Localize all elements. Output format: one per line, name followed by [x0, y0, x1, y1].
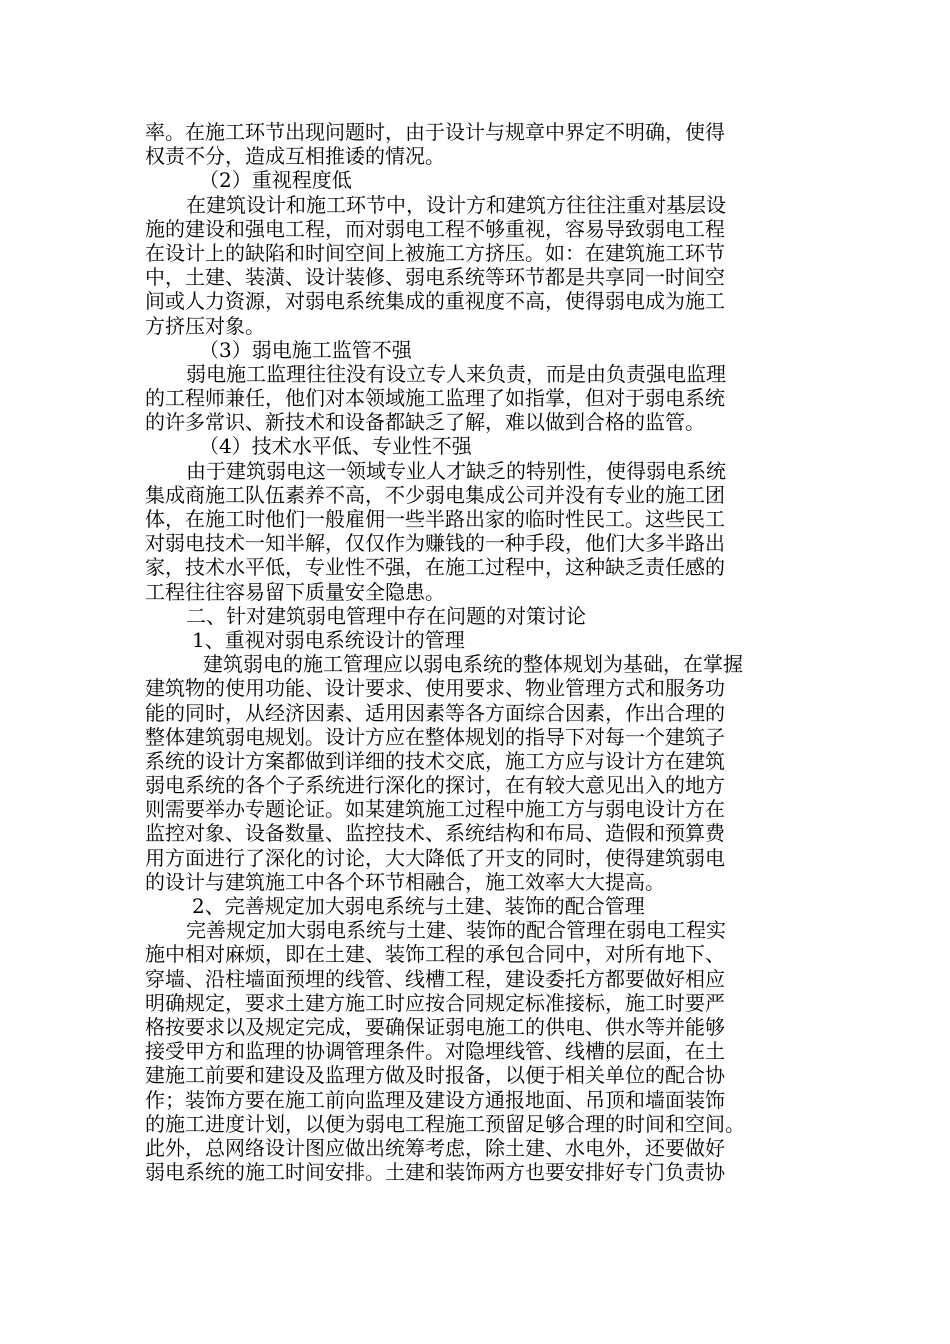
- text-line: 弱电系统的施工时间安排。土建和装饰两方也要安排好专门负责协: [145, 1160, 725, 1185]
- text-line: （4）技术水平低、专业性不强: [199, 434, 472, 459]
- text-line: 体，在施工时他们一般雇佣一些半路出家的临时性民工。这些民工: [145, 507, 725, 531]
- text-line: 监控对象、设备数量、监控技术、系统结构和布局、造假和预算费: [145, 821, 725, 846]
- text-line: 对弱电技术一知半解，仅仅作为赚钱的一种手段，他们大多半路出: [145, 531, 725, 556]
- text-line: 的许多常识、新技术和设备都缺乏了解，难以做到合格的监管。: [145, 410, 705, 435]
- text-line: 的工程师兼任，他们对本领域施工监理了如指掌，但对于弱电系统: [145, 386, 725, 411]
- text-line: 则需要举办专题论证。如某建筑施工过程中施工方与弱电设计方在: [145, 797, 725, 822]
- text-line: 的施工进度计划，以便为弱电工程施工预留足够合理的时间和空间。: [145, 1111, 745, 1136]
- text-line: 方挤压对象。: [145, 313, 265, 338]
- paragraph-h3: [145, 338, 805, 362]
- text-line: 率。在施工环节出现问题时，由于设计与规章中界定不明确，使得: [145, 120, 725, 144]
- text-line: 工程往往容易留下质量安全隐患。: [145, 579, 445, 604]
- text-line: 间或人力资源，对弱电系统集成的重视度不高，使得弱电成为施工: [145, 289, 725, 314]
- text-line: 系统的设计方案都做到详细的技术交底，施工方应与设计方在建筑: [145, 748, 725, 773]
- text-line: 格按要求以及规定完成，要确保证弱电施工的供电、供水等并能够: [145, 1014, 725, 1039]
- text-line: 家，技术水平低，专业性不强，在施工过程中，这种缺乏责任感的: [145, 555, 725, 580]
- paragraph-h2: [145, 168, 805, 192]
- paragraph-p3: [145, 459, 805, 604]
- text-line: 穿墙、沿柱墙面预埋的线管、线槽工程，建设委托方都要做好相应: [145, 966, 725, 991]
- text-line: （3）弱电施工监管不强: [199, 337, 412, 362]
- paragraph-n1: [145, 628, 805, 652]
- paragraph-p5: [145, 918, 805, 1184]
- paragraph-h4: [145, 434, 805, 458]
- text-line: 集成商施工队伍素养不高，不少弱电集成公司并没有专业的施工团: [145, 482, 725, 507]
- text-line: 2、完善规定加大弱电系统与土建、装饰的配合管理: [192, 894, 645, 918]
- text-line: 用方面进行了深化的讨论，大大降低了开支的同时，使得建筑弱电: [145, 845, 725, 870]
- text-line: 弱电系统的各个子系统进行深化的探讨，在有较大意见出入的地方: [145, 773, 725, 798]
- text-line: 在建筑设计和施工环节中，设计方和建筑方往往注重对基层设: [186, 192, 726, 217]
- document-body: [145, 120, 805, 1184]
- text-line: 权责不分，造成互相推诿的情况。: [145, 144, 445, 169]
- text-line: 此外，总网络设计图应做出统筹考虑，除土建、水电外，还要做好: [145, 1135, 725, 1160]
- text-line: 弱电施工监理往往没有设立专人来负责，而是由负责强电监理: [186, 361, 726, 386]
- text-line: 建筑物的使用功能、设计要求、使用要求、物业管理方式和服务功: [145, 676, 725, 701]
- text-line: 施中相对麻烦，即在土建、装饰工程的承包合同中，对所有地下、: [145, 942, 725, 967]
- text-line: 建筑弱电的施工管理应以弱电系统的整体规划为基础，在掌握: [203, 652, 743, 677]
- text-line: 完善规定加大弱电系统与土建、装饰的配合管理在弱电工程实: [186, 918, 726, 943]
- text-line: （2）重视程度低: [199, 168, 352, 193]
- text-line: 在设计上的缺陷和时间空间上被施工方挤压。如：在建筑施工环节: [145, 240, 725, 265]
- text-line: 中，土建、装潢、设计装修、弱电系统等环节都是共享同一时间空: [145, 265, 725, 290]
- text-line: 能的同时，从经济因素、适用因素等各方面综合因素，作出合理的: [145, 700, 725, 725]
- text-line: 二、针对建筑弱电管理中存在问题的对策讨论: [186, 603, 586, 628]
- text-line: 接受甲方和监理的协调管理条件。对隐埋线管、线槽的层面，在土: [145, 1039, 725, 1064]
- text-line: 整体建筑弱电规划。设计方应在整体规划的指导下对每一个建筑子: [145, 724, 725, 749]
- text-line: 明确规定，要求土建方施工时应按合同规定标准接标，施工时要严: [145, 990, 725, 1015]
- paragraph-n2: [145, 894, 805, 918]
- text-line: 1、重视对弱电系统设计的管理: [192, 627, 465, 652]
- text-line: 由于建筑弱电这一领域专业人才缺乏的特别性，使得弱电系统: [186, 458, 726, 483]
- text-line: 的设计与建筑施工中各个环节相融合，施工效率大大提高。: [145, 869, 665, 894]
- paragraph-p2: [145, 362, 805, 435]
- paragraph-p0: [145, 120, 805, 168]
- paragraph-p4: [145, 652, 805, 894]
- text-line: 建施工前要和建设及监理方做及时报备，以便于相关单位的配合协: [145, 1063, 725, 1088]
- paragraph-s2: [145, 604, 805, 628]
- text-line: 作；装饰方要在施工前向监理及建设方通报地面、吊顶和墙面装饰: [145, 1087, 725, 1112]
- text-line: 施的建设和强电工程，而对弱电工程不够重视，容易导致弱电工程: [145, 216, 725, 241]
- paragraph-p1: [145, 193, 805, 338]
